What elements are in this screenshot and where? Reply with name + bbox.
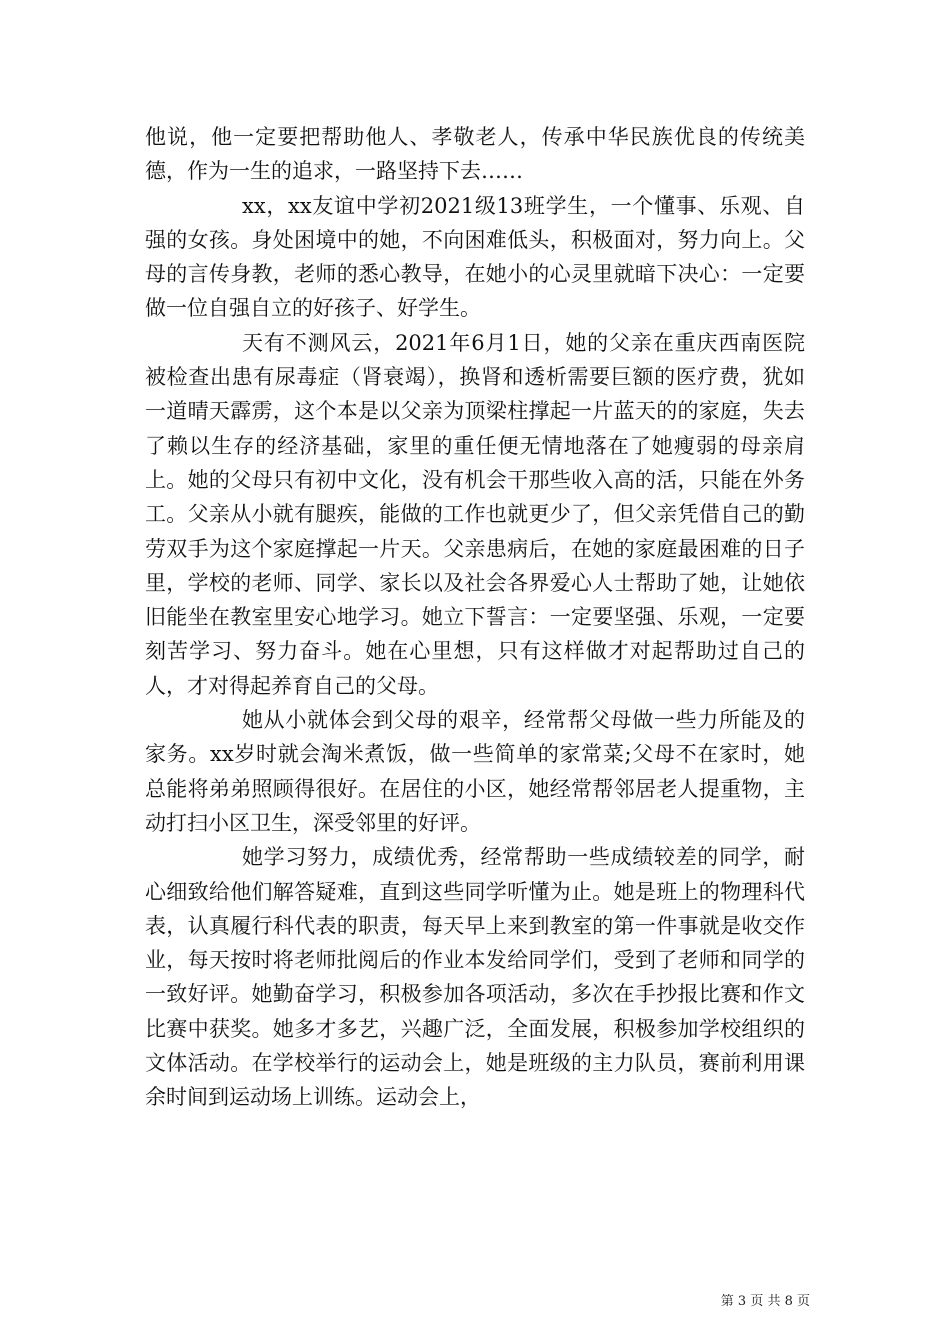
body-text [145,120,805,1115]
paragraph-father-illness: 天有不测风云，2021年6月1日，她的父亲在重庆西南医院被检查出患有尿毒症（肾衰竭），换肾和透析需要巨额的医疗费，犹如一道晴天霹雳，这个本是以父亲为顶梁柱撑起一片蓝天的的家庭，失去了赖以生存的经济基础，家里的重任便无情地落在了她瘦弱的母亲肩上。她的父母只有初中文化，没有机会干那些收入高的活，只能在外务工。父亲从小就有腿疾，能做的工作也就更少了，但父亲凭借自己的勤劳双手为这个家庭撑起一片天。父亲患病后，在她的家庭最困难的日子里，学校的老师、同学、家长以及社会各界爱心人士帮助了她，让她依旧能坐在教室里安心地学习。她立下誓言：一定要坚强、乐观，一定要刻苦学习、努力奋斗。她在心里想，只有这样做才对起帮助过自己的人，才对得起养育自己的父母。 [145,330,805,698]
paragraph-continuation: 他说，他一定要把帮助他人、孝敬老人，传承中华民族优良的传统美德，作为一生的追求，一路坚持下去…… [145,125,805,184]
page-number-footer: 第 3 页 共 8 页 [720,1294,810,1309]
paragraph-study: 她学习努力，成绩优秀，经常帮助一些成绩较差的同学，耐心细致给他们解答疑难，直到这些同学听懂为止。她是班上的物理科代表，认真履行科代表的职责，每天早上来到教室的第一件事就是收交作业，每天按时将老师批阅后的作业本发给同学们，受到了老师和同学的一致好评。她勤奋学习，积极参加各项活动，多次在手抄报比赛和作文比赛中获奖。她多才多艺，兴趣广泛，全面发展，积极参加学校组织的文体活动。在学校举行的运动会上，她是班级的主力队员，赛前利用课余时间到运动场上训练。运动会上， [145,845,805,1110]
paragraph-intro: xx，xx友谊中学初2021级13班学生，一个懂事、乐观、自强的女孩。身处困境中的她，不向困难低头，积极面对，努力向上。父母的言传身教，老师的悉心教导，在她小的心灵里就暗下决心：一定要做一位自强自立的好孩子、好学生。 [145,193,805,321]
paragraph-housework: 她从小就体会到父母的艰辛，经常帮父母做一些力所能及的家务。xx岁时就会淘米煮饭，做一些简单的家常菜;父母不在家时，她总能将弟弟照顾得很好。在居住的小区，她经常帮邻居老人提重物，主动打扫小区卫生，深受邻里的好评。 [145,708,805,835]
